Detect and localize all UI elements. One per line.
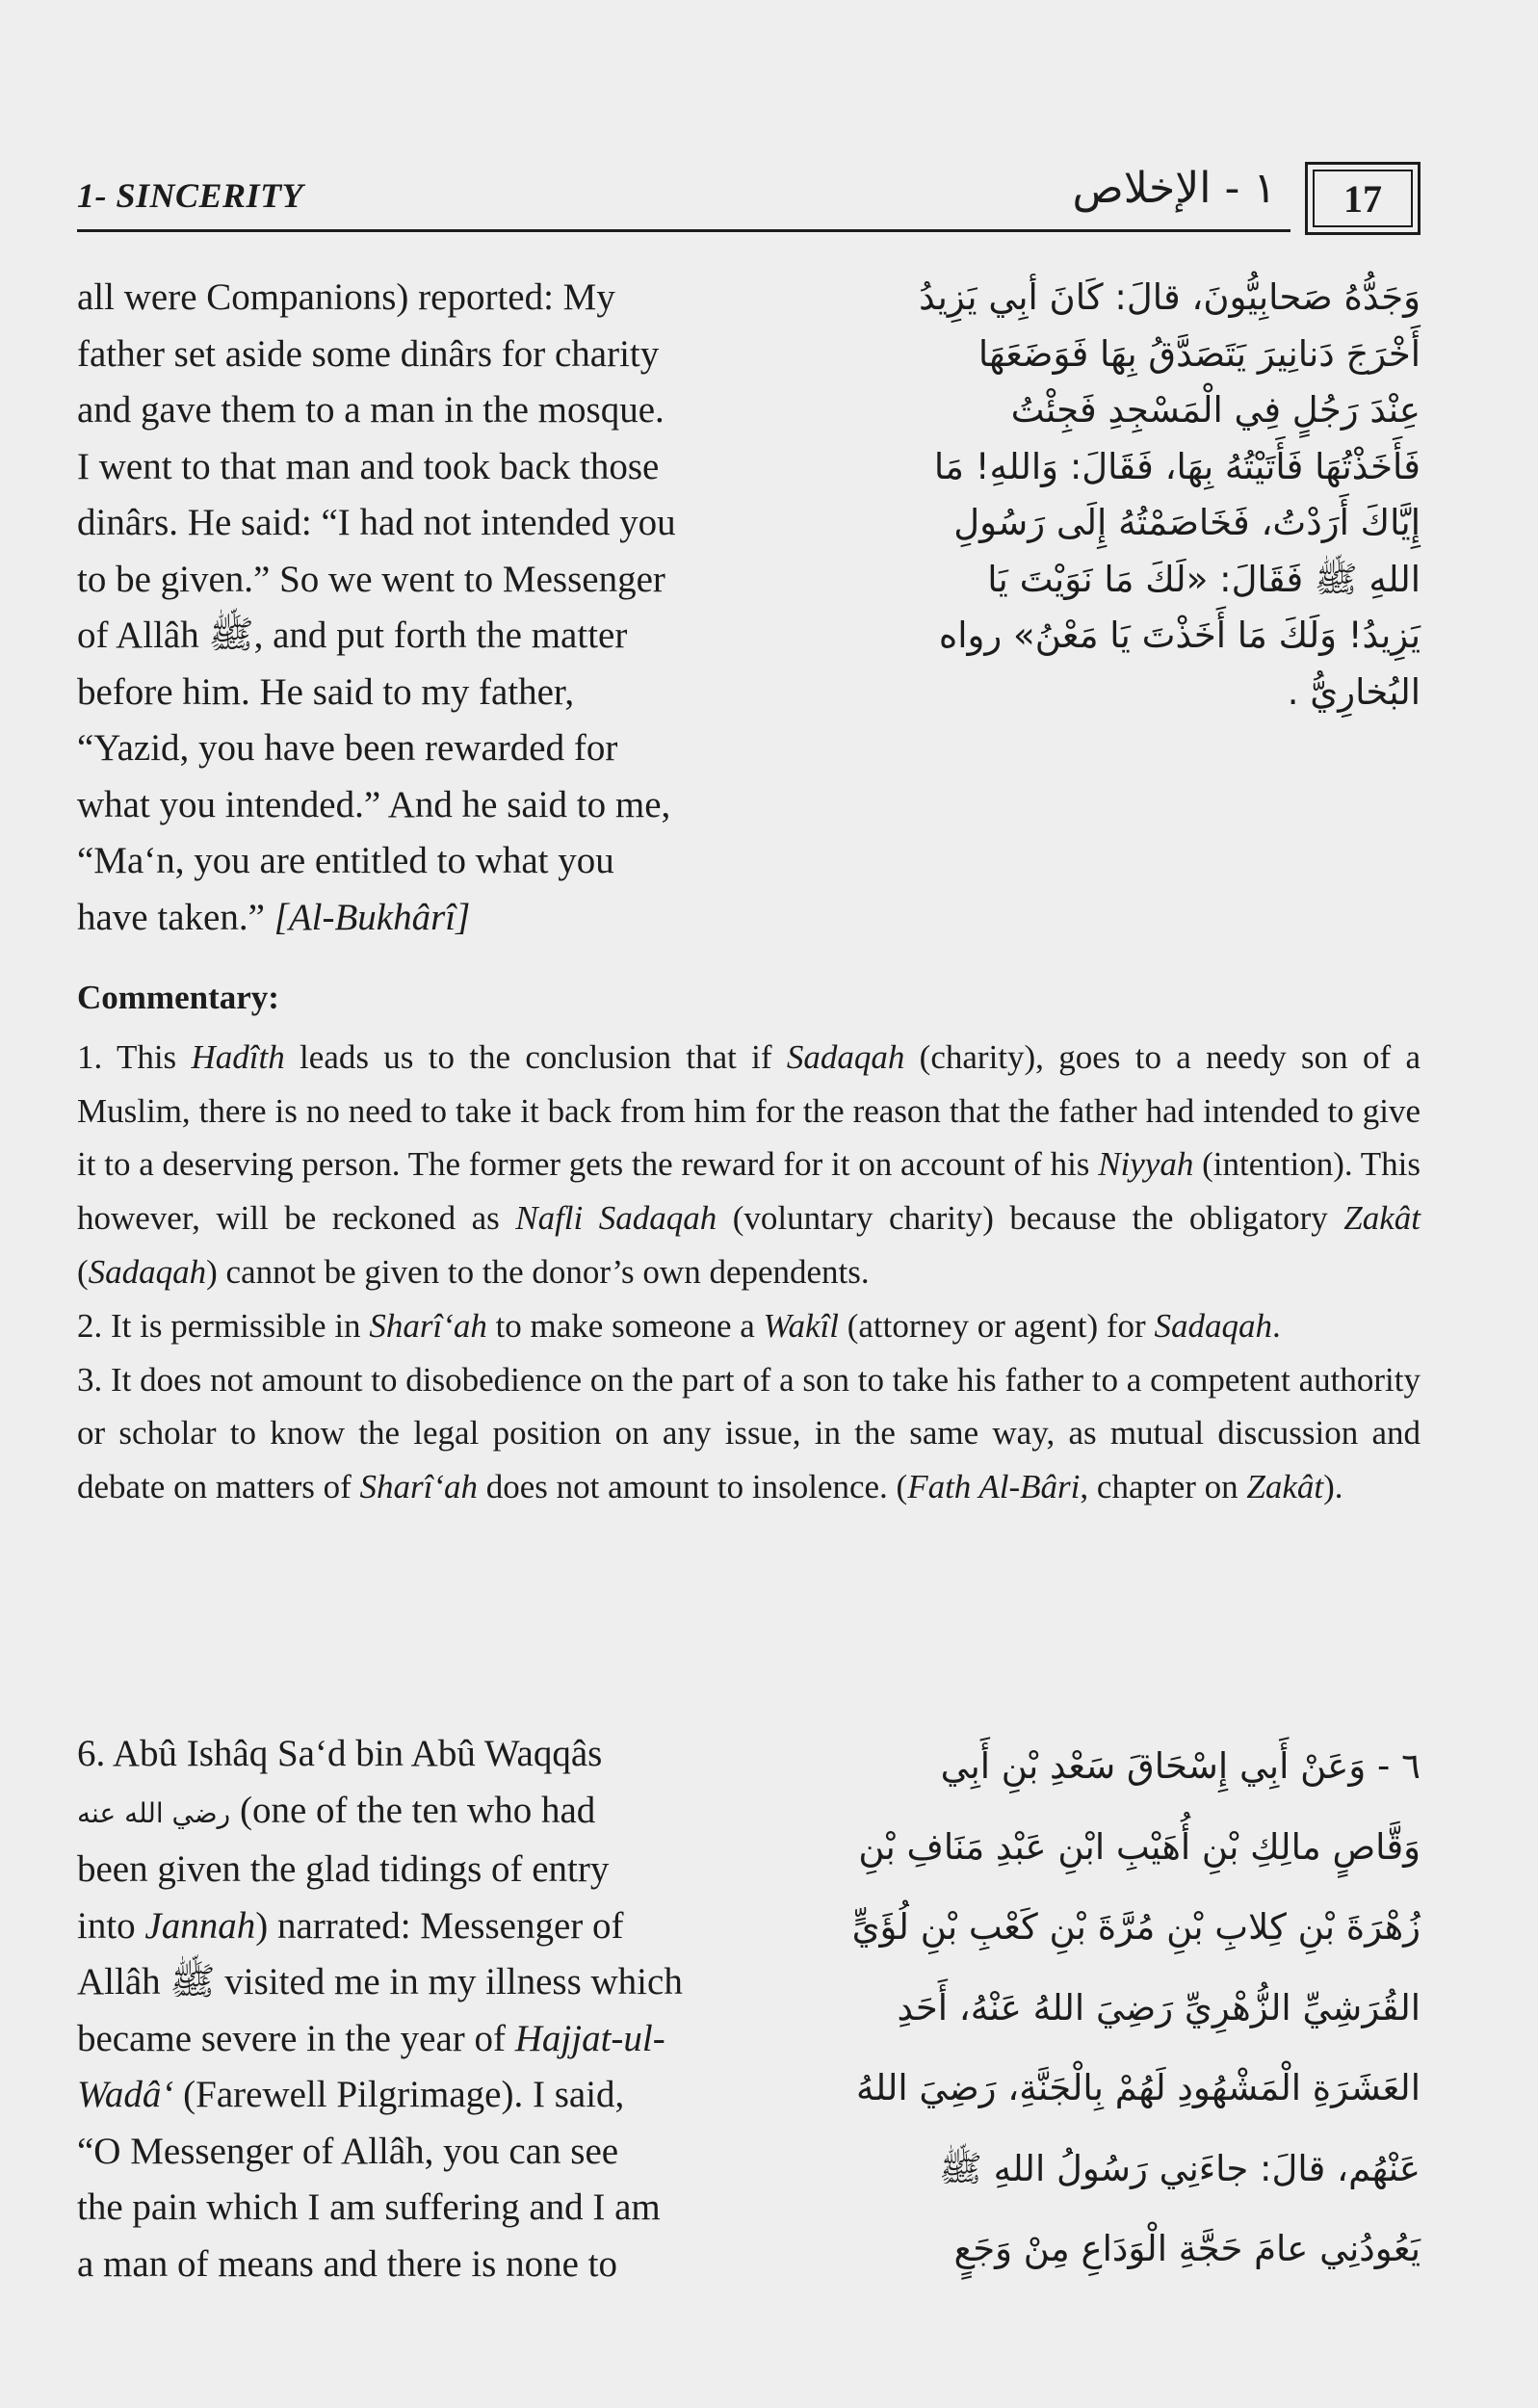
english-line: 6. Abû Ishâq Sa‘d bin Abû Waqqâs bbox=[77, 1733, 603, 1774]
italic-term: Zakât bbox=[1246, 1468, 1324, 1506]
honorific-arabic: رضي الله عنه bbox=[77, 1796, 231, 1829]
commentary-item-3 bbox=[77, 1353, 1421, 1514]
italic-term: Wakîl bbox=[763, 1306, 839, 1345]
italic-term: Nafli Sadaqah bbox=[515, 1199, 717, 1238]
english-text: (one of the ten who had bbox=[239, 1789, 596, 1831]
chapter-title-english: 1- SINCERITY bbox=[77, 176, 304, 215]
english-line: father set aside some dinârs for charity bbox=[77, 332, 660, 375]
top-arabic-column bbox=[799, 270, 1421, 720]
arabic-line: البُخارِيُّ . bbox=[1287, 670, 1421, 713]
text-run: ). bbox=[1323, 1468, 1343, 1506]
italic-term: Sharî‘ah bbox=[369, 1306, 487, 1345]
english-text: became severe in the year of bbox=[77, 2017, 515, 2059]
english-line bbox=[77, 2067, 751, 2124]
text-run: (charity), goes to a needy son of a Muslim, there is no need to take it back from him for the reason that the father had intended to give it to a deserving person. The former gets the reward for it on account of his bbox=[77, 1037, 1421, 1184]
english-line: I went to that man and took back those bbox=[77, 445, 660, 487]
english-line: “Yazid, you have been rewarded for bbox=[77, 727, 618, 769]
text-run: does not amount to insolence. ( bbox=[478, 1468, 908, 1506]
english-line: to be given.” So we went to Messenger bbox=[77, 558, 665, 600]
text-run: 2. It is permissible in bbox=[77, 1306, 370, 1345]
arabic-line: عَنْهُم، قالَ: جاءَنِي رَسُولُ اللهِ ﷺ bbox=[939, 2147, 1421, 2189]
italic-term: Jannah bbox=[144, 1904, 256, 1947]
italic-term: Sadaqah bbox=[1154, 1306, 1272, 1345]
arabic-line: أَخْرَجَ دَنانِيرَ يَتَصَدَّقُ بِهَا فَوَضَعَهَا bbox=[978, 332, 1421, 375]
italic-term: Sadaqah bbox=[786, 1037, 905, 1076]
text-run: ) cannot be given to the donor’s own dependents. bbox=[206, 1252, 870, 1291]
english-line: dinârs. He said: “I had not intended you bbox=[77, 502, 676, 543]
italic-term: Fath Al-Bâri bbox=[907, 1468, 1081, 1506]
english-line: all were Companions) reported: My bbox=[77, 276, 615, 318]
text-run: leads us to the conclusion that if bbox=[284, 1037, 787, 1076]
page-number: 17 bbox=[1313, 170, 1413, 227]
text-run: . bbox=[1271, 1306, 1281, 1345]
bottom-english-column bbox=[77, 1726, 751, 2292]
italic-term: Sharî‘ah bbox=[359, 1468, 479, 1506]
italic-term: Niyyah bbox=[1098, 1145, 1194, 1184]
arabic-line: فَأَخَذْتُهَا فَأَتَيْتُهُ بِهَا، فَقَالَ: وَاللهِ! مَا bbox=[933, 445, 1421, 487]
english-line: of Allâh ﷺ, and put forth the matter bbox=[77, 615, 628, 656]
italic-term: Hadîth bbox=[191, 1037, 285, 1076]
text-run: 3. It does not amount to disobedience on the part of a son to take his father to a competent authority or scholar to know the legal position on any issue, in the same way, as mutual discussion and debate on matters of bbox=[77, 1360, 1421, 1506]
english-line: what you intended.” And he said to me, bbox=[77, 783, 671, 825]
arabic-line: وَجَدُّهُ صَحابِيُّونَ، قالَ: كَانَ أبِي يَزِيدُ bbox=[919, 276, 1421, 318]
arabic-line: إِيَّاكَ أَرَدْتُ، فَخَاصَمْتُهُ إِلَى رَسُولِ bbox=[953, 502, 1421, 543]
arabic-line: اللهِ ﷺ فَقَالَ: «لَكَ مَا نَوَيْتَ يَا bbox=[987, 558, 1421, 600]
commentary-block bbox=[77, 971, 1421, 1514]
commentary-item-2 bbox=[77, 1299, 1421, 1353]
english-line: a man of means and there is none to bbox=[77, 2242, 617, 2285]
arabic-line: القُرَشِيِّ الزُّهْرِيِّ رَضِيَ اللهُ عَنْهُ، أَحَدِ bbox=[897, 1986, 1421, 2028]
english-line: been given the glad tidings of entry bbox=[77, 1848, 610, 1890]
english-line: before him. He said to my father, bbox=[77, 670, 575, 713]
arabic-line: زُهْرَةَ بْنِ كِلابِ بْنِ مُرَّةَ بْنِ كَعْبِ بْنِ لُؤَيٍّ bbox=[851, 1906, 1421, 1948]
english-text: ) narrated: Messenger of bbox=[255, 1904, 624, 1947]
text-run: , chapter on bbox=[1080, 1468, 1247, 1506]
english-text: into bbox=[77, 1904, 145, 1947]
commentary-title: Commentary: bbox=[77, 979, 279, 1016]
english-line bbox=[77, 1898, 751, 1955]
english-text: (Farewell Pilgrimage). I said, bbox=[173, 2074, 625, 2115]
top-english-column bbox=[77, 270, 751, 946]
arabic-line: العَشَرَةِ الْمَشْهُودِ لَهُمْ بِالْجَنَّةِ، رَضِيَ اللهُ bbox=[855, 2067, 1421, 2108]
chapter-title-arabic: ١ - الإخلاص bbox=[1072, 164, 1276, 213]
italic-term: Wadâ‘ bbox=[77, 2074, 174, 2115]
english-line bbox=[77, 890, 751, 947]
text-run: ( bbox=[77, 1252, 89, 1291]
english-line: “Ma‘n, you are entitled to what you bbox=[77, 840, 614, 881]
italic-term: Zakât bbox=[1343, 1199, 1421, 1238]
english-line bbox=[77, 1783, 751, 1843]
arabic-line: ٦ - وَعَنْ أَبِي إِسْحَاقَ سَعْدِ بْنِ أَبِي bbox=[940, 1745, 1421, 1787]
arabic-line: وَقَّاصٍ مالِكِ بْنِ أُهَيْبِ ابْنِ عَبْدِ مَنَافِ بْنِ bbox=[858, 1825, 1421, 1868]
arabic-line: يَعُودُنِي عامَ حَجَّةِ الْوَدَاعِ مِنْ وَجَعٍ bbox=[953, 2228, 1421, 2269]
text-run: (intention). This however, will be reckoned as bbox=[77, 1145, 1421, 1238]
english-line: and gave them to a man in the mosque. bbox=[77, 389, 665, 431]
italic-term: Sadaqah bbox=[88, 1252, 207, 1291]
english-text: have taken.” bbox=[77, 896, 274, 938]
header-rule bbox=[77, 229, 1290, 232]
english-line bbox=[77, 2011, 751, 2068]
text-run: 1. This bbox=[77, 1037, 192, 1076]
bottom-arabic-column bbox=[799, 1726, 1421, 2290]
page-number-box bbox=[1305, 162, 1421, 235]
english-line: “O Messenger of Allâh, you can see bbox=[77, 2130, 619, 2172]
commentary-item-1 bbox=[77, 1031, 1421, 1299]
source-citation: [Al-Bukhârî] bbox=[274, 896, 471, 938]
english-line: Allâh ﷺ visited me in my illness which bbox=[77, 1961, 683, 2002]
running-header bbox=[77, 162, 1421, 239]
text-run: to make someone a bbox=[486, 1306, 764, 1345]
arabic-line: عِنْدَ رَجُلٍ فِي الْمَسْجِدِ فَجِئْتُ bbox=[1010, 389, 1421, 431]
arabic-line: يَزِيدُ! وَلَكَ مَا أَخَذْتَ يَا مَعْنُ» رواه bbox=[938, 615, 1421, 656]
italic-term: Hajjat-ul- bbox=[514, 2017, 665, 2059]
text-run: (voluntary charity) because the obligatory bbox=[717, 1199, 1344, 1238]
english-line: the pain which I am suffering and I am bbox=[77, 2186, 661, 2228]
text-run: (attorney or agent) for bbox=[838, 1306, 1155, 1345]
